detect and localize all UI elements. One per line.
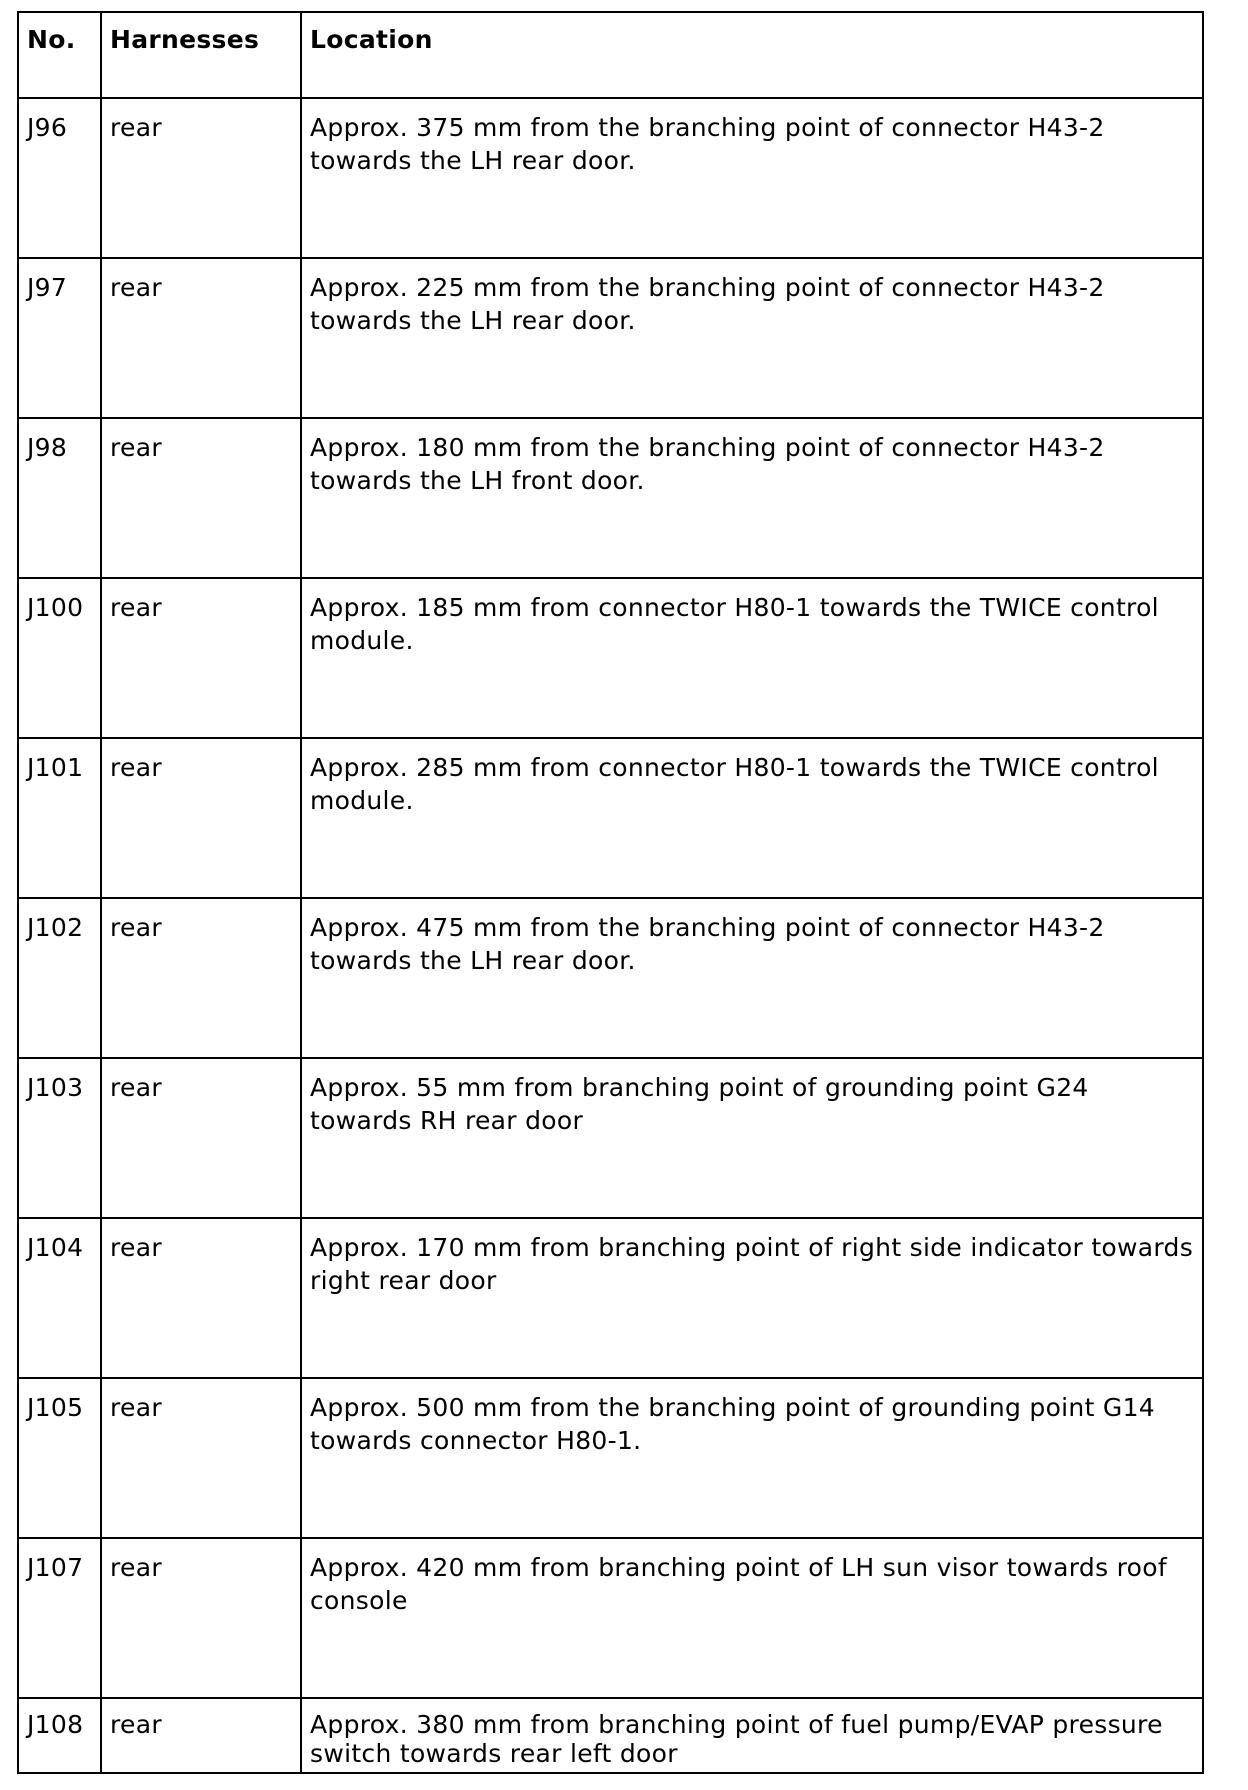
cell-harness: rear (101, 258, 301, 418)
header-harnesses: Harnesses (101, 12, 301, 98)
cell-location: Approx. 380 mm from branching point of fuel pump/EVAP pressure switch towards rear left door (301, 1698, 1203, 1773)
cell-location: Approx. 375 mm from the branching point of connector H43-2 towards the LH rear door. (301, 98, 1203, 258)
table-header-row (18, 12, 1203, 98)
cell-location: Approx. 185 mm from connector H80-1 towards the TWICE control module. (301, 578, 1203, 738)
cell-no: J108 (18, 1698, 101, 1773)
splice-location-table (17, 11, 1204, 1774)
cell-no: J98 (18, 418, 101, 578)
cell-harness: rear (101, 98, 301, 258)
cell-no: J102 (18, 898, 101, 1058)
cell-harness: rear (101, 578, 301, 738)
cell-no: J96 (18, 98, 101, 258)
cell-location: Approx. 55 mm from branching point of grounding point G24 towards RH rear door (301, 1058, 1203, 1218)
table-row (18, 258, 1203, 418)
cell-harness: rear (101, 1218, 301, 1378)
cell-location: Approx. 500 mm from the branching point of grounding point G14 towards connector H80-1. (301, 1378, 1203, 1538)
cell-harness: rear (101, 738, 301, 898)
header-no: No. (18, 12, 101, 98)
cell-harness: rear (101, 1058, 301, 1218)
cell-no: J100 (18, 578, 101, 738)
cell-location: Approx. 420 mm from branching point of LH sun visor towards roof console (301, 1538, 1203, 1698)
cell-no: J107 (18, 1538, 101, 1698)
table-row (18, 1538, 1203, 1698)
cell-location: Approx. 475 mm from the branching point of connector H43-2 towards the LH rear door. (301, 898, 1203, 1058)
cell-harness: rear (101, 1698, 301, 1773)
cell-harness: rear (101, 1538, 301, 1698)
table-row (18, 418, 1203, 578)
table-row (18, 898, 1203, 1058)
header-location: Location (301, 12, 1203, 98)
cell-no: J104 (18, 1218, 101, 1378)
cell-no: J97 (18, 258, 101, 418)
cell-no: J103 (18, 1058, 101, 1218)
cell-harness: rear (101, 418, 301, 578)
cell-no: J105 (18, 1378, 101, 1538)
cell-harness: rear (101, 898, 301, 1058)
table-row (18, 1218, 1203, 1378)
table-row (18, 98, 1203, 258)
cell-location: Approx. 170 mm from branching point of right side indicator towards right rear door (301, 1218, 1203, 1378)
cell-harness: rear (101, 1378, 301, 1538)
table-row (18, 1058, 1203, 1218)
cell-location: Approx. 285 mm from connector H80-1 towards the TWICE control module. (301, 738, 1203, 898)
cell-location: Approx. 180 mm from the branching point of connector H43-2 towards the LH front door. (301, 418, 1203, 578)
cell-no: J101 (18, 738, 101, 898)
cell-location: Approx. 225 mm from the branching point of connector H43-2 towards the LH rear door. (301, 258, 1203, 418)
table-row (18, 1378, 1203, 1538)
table-row (18, 1698, 1203, 1773)
table-row (18, 738, 1203, 898)
table-row (18, 578, 1203, 738)
